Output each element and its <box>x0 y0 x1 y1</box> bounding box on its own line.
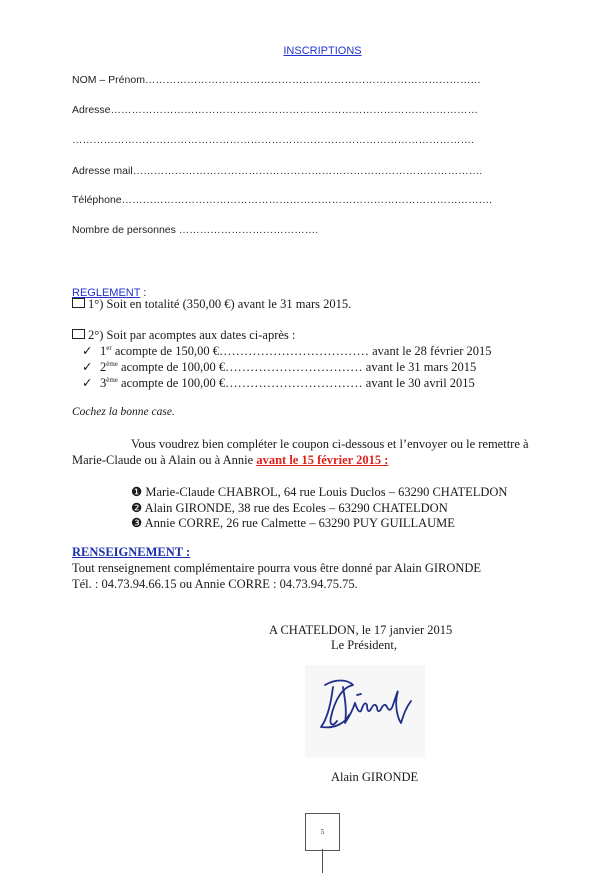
contact-text: Marie-Claude CHABROL, 64 rue Louis Duclos – 63290 CHATELDON <box>145 485 508 499</box>
place-date: A CHATELDON, le 17 janvier 2015 <box>269 623 453 637</box>
renseignement-line1: Tout renseignement complémentaire pourra vous être donné par Alain GIRONDE <box>72 561 482 575</box>
field-nom-prenom: NOM – Prénom…………………………………………………………………………………… <box>72 74 481 86</box>
field-telephone: Téléphone……………………………………………………………………………………………. <box>72 194 493 206</box>
acompte-text: acompte de 100,00 €…………………………… avant le 30 avril 2015 <box>117 376 475 390</box>
number-badge-3-icon: ❸ <box>131 516 143 530</box>
checkbox-option-total[interactable] <box>72 298 85 308</box>
checkbox-option-acomptes[interactable] <box>72 329 85 339</box>
contact-text: Annie CORRE, 26 rue Calmette – 63290 PUY GUILLAUME <box>144 516 455 530</box>
contact-item <box>131 515 455 531</box>
acompte-item <box>82 359 476 375</box>
contact-text: Alain GIRONDE, 38 rue des Ecoles – 63290 CHATELDON <box>144 501 448 515</box>
check-icon: ✓ <box>82 376 93 390</box>
check-icon: ✓ <box>82 360 93 374</box>
acompte-item <box>82 375 475 391</box>
acompte-sup: er <box>106 344 112 352</box>
renseignement-line2: Tél. : 04.73.94.66.15 ou Annie CORRE : 04.73.94.75.75. <box>72 577 358 591</box>
option-total-label: 1°) Soit en totalité (350,00 €) avant le 31 mars 2015. <box>88 297 352 311</box>
field-adresse: Adresse…………………………………………………………………………………………… <box>72 104 479 116</box>
signature-image <box>305 665 425 757</box>
field-adresse-mail: Adresse mail………………………………………………………………………………………. <box>72 165 483 177</box>
page-title: INSCRIPTIONS <box>283 45 362 57</box>
contact-item <box>131 500 448 516</box>
acompte-text: acompte de 150,00 €……………………………… avant le 28 février 2015 <box>111 344 492 358</box>
acompte-num: 2 <box>100 360 107 374</box>
paragraph-line1: Vous voudrez bien compléter le coupon ci-dessous et l’envoyer ou le remettre à <box>131 437 529 451</box>
signatory-name: Alain GIRONDE <box>331 770 419 784</box>
acompte-num: 3 <box>100 376 107 390</box>
field-nombre-personnes: Nombre de personnes …………………………………. <box>72 224 319 236</box>
page-divider <box>322 849 323 873</box>
option-total <box>72 297 351 312</box>
deadline-text: avant le 15 février 2015 : <box>256 453 389 467</box>
acompte-sup: ème <box>106 360 118 368</box>
signature-icon <box>305 665 425 757</box>
number-badge-2-icon: ❷ <box>131 501 143 515</box>
acompte-text: acompte de 100,00 €…………………………… avant le 31 mars 2015 <box>117 360 477 374</box>
renseignement-heading: RENSEIGNEMENT : <box>72 545 191 559</box>
paragraph-recipients: Marie-Claude ou à Alain ou à Annie <box>72 453 257 467</box>
number-badge-1-icon: ❶ <box>131 485 143 499</box>
acompte-item <box>82 343 492 359</box>
instruction-note: Cochez la bonne case. <box>72 406 175 418</box>
reglement-heading: REGLEMENT <box>72 287 141 299</box>
signatory-role: Le Président, <box>331 638 397 652</box>
check-icon: ✓ <box>82 344 93 358</box>
contact-item <box>131 484 507 500</box>
paragraph-line2 <box>72 453 388 468</box>
acompte-num: 1 <box>100 344 107 358</box>
reglement-colon: : <box>140 287 147 299</box>
acompte-sup: ème <box>106 376 118 384</box>
option-acomptes <box>72 328 295 343</box>
page-number: 5 <box>305 813 340 851</box>
field-adresse-line2: ……………………………………………………………………………………………………. <box>72 134 474 146</box>
option-acomptes-label: 2°) Soit par acomptes aux dates ci-après : <box>88 328 296 342</box>
